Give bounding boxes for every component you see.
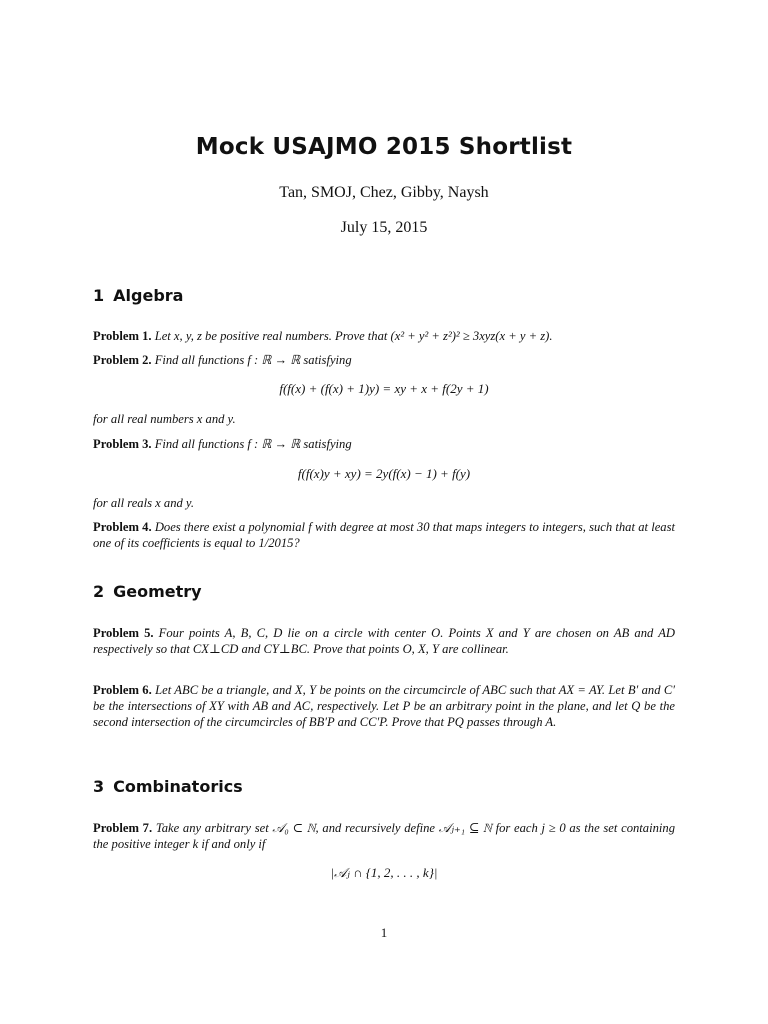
section-title: Combinatorics bbox=[113, 777, 243, 796]
problem-text: Find all functions f : ℝ → ℝ satisfying bbox=[154, 437, 352, 451]
problem-label: Problem 1. bbox=[93, 329, 152, 343]
problem-4 bbox=[93, 519, 675, 551]
page-number: 1 bbox=[380, 925, 388, 940]
problem-1 bbox=[93, 328, 675, 344]
paper-date: July 15, 2015 bbox=[340, 219, 428, 236]
problem-2-equation: f(f(x) + (f(x) + 1)y) = xy + x + f(2y + 1) bbox=[279, 381, 489, 396]
section-heading-combinatorics bbox=[93, 777, 243, 796]
problem-2 bbox=[93, 352, 675, 368]
problem-3-condition: for all reals x and y. bbox=[93, 496, 194, 510]
problem-7 bbox=[93, 820, 675, 852]
problem-5 bbox=[93, 625, 675, 657]
problem-3-equation: f(f(x)y + xy) = 2y(f(x) − 1) + f(y) bbox=[297, 466, 471, 481]
problem-label: Problem 6. bbox=[93, 683, 152, 697]
section-heading-algebra bbox=[93, 286, 183, 305]
problem-3 bbox=[93, 436, 675, 452]
paper-authors: Tan, SMOJ, Chez, Gibby, Naysh bbox=[279, 184, 489, 201]
problem-label: Problem 3. bbox=[93, 437, 152, 451]
section-heading-geometry bbox=[93, 582, 202, 601]
problem-6 bbox=[93, 682, 675, 730]
problem-text: Find all functions f : ℝ → ℝ satisfying bbox=[154, 353, 352, 367]
section-number: 1 bbox=[93, 286, 105, 305]
section-number: 2 bbox=[93, 582, 105, 601]
problem-label: Problem 2. bbox=[93, 353, 152, 367]
problem-2-condition: for all real numbers x and y. bbox=[93, 412, 236, 426]
paper-title: Mock USAJMO 2015 Shortlist bbox=[195, 134, 573, 160]
problem-text: Take any arbitrary set 𝒜₀ ⊂ ℕ, and recursively define 𝒜ⱼ₊₁ ⊆ ℕ for each j ≥ 0 as the set containing the positive integer k if and only if bbox=[93, 821, 675, 851]
section-title: Geometry bbox=[113, 582, 202, 601]
problem-text: Four points A, B, C, D lie on a circle with center O. Points X and Y are chosen on AB and AD respectively so that CX⊥CD and CY⊥BC. Prove that points O, X, Y are collinear. bbox=[93, 626, 675, 656]
problem-label: Problem 4. bbox=[93, 520, 152, 534]
problem-text: Let x, y, z be positive real numbers. Prove that (x² + y² + z²)² ≥ 3xyz(x + y + z). bbox=[154, 329, 553, 343]
problem-text: Does there exist a polynomial f with degree at most 30 that maps integers to integers, such that at least one of its coefficients is equal to 1/2015? bbox=[93, 520, 675, 550]
problem-text: Let ABC be a triangle, and X, Y be points on the circumcircle of ABC such that AX = AY. Let B′ and C′ be the intersections of XY with AB and AC, respectively. Let P be an arbitrary point in the plane, and let Q be the second intersection of the circumcircles of BB′P and CC′P. Prove that PQ passes through A. bbox=[93, 683, 676, 729]
problem-label: Problem 5. bbox=[93, 626, 154, 640]
problem-label: Problem 7. bbox=[93, 821, 153, 835]
problem-7-expression: |𝒜ⱼ ∩ {1, 2, . . . , k}| bbox=[330, 865, 438, 880]
section-number: 3 bbox=[93, 777, 105, 796]
section-title: Algebra bbox=[113, 286, 184, 305]
